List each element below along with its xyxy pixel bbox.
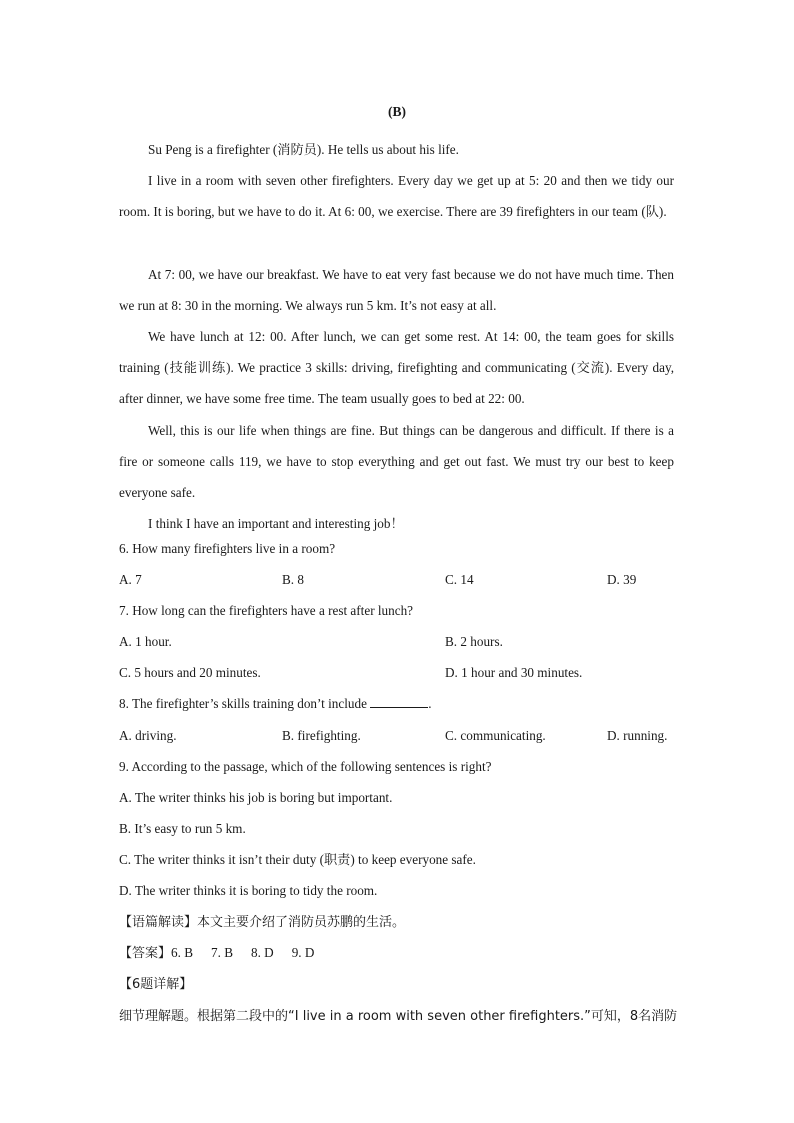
answer-label: 【答案】	[119, 946, 172, 961]
summary-label: 【语篇解读】	[119, 915, 198, 930]
detail-text-content: 细节理解题。根据第二段中的“I live in a room with seven other firefighters.”可知，8名消防	[119, 1009, 678, 1024]
option-b: B. 8	[282, 572, 304, 587]
answer-item: 8. D	[250, 945, 274, 960]
question-options	[119, 633, 679, 651]
section-title: (B)	[388, 104, 406, 119]
question-stem-text: 8. The firefighter’s skills training don’t include	[119, 696, 367, 711]
passage-paragraph: At 7: 00, we have our breakfast. We have to eat very fast because we do not have much time. Then we run at 8: 30 in the morning. We always run 5 km. It’s not easy at all.	[119, 267, 674, 313]
option-c: C. The writer thinks it isn’t their duty (职责) to keep everyone safe.	[119, 852, 476, 867]
question-options	[119, 571, 679, 589]
option-b: B. It’s easy to run 5 km.	[119, 821, 246, 836]
passage-paragraph: We have lunch at 12: 00. After lunch, we can get some rest. At 14: 00, the team goes for skills training (技能训练). We practice 3 skills: driving, firefighting and communicating (交流). Every day, after dinner, we have some free time. The team usually goes to bed at 22: 00.	[119, 329, 674, 406]
option-d: D. 39	[607, 572, 637, 587]
option-b: B. 2 hours.	[445, 634, 503, 649]
question-stem: 7. How long can the firefighters have a rest after lunch?	[119, 603, 414, 618]
detail-text	[119, 1007, 679, 1026]
option-d: D. 1 hour and 30 minutes.	[445, 665, 583, 680]
passage-paragraph: I think I have an important and interesting job！	[148, 516, 404, 531]
answer-line	[119, 944, 679, 963]
option-c: C. 14	[445, 572, 474, 587]
summary-line	[119, 913, 679, 932]
question-stem: 9. According to the passage, which of the following sentences is right?	[119, 759, 492, 774]
question-stem-end: .	[428, 696, 432, 711]
passage-paragraph: Well, this is our life when things are fine. But things can be dangerous and difficult. If there is a fire or someone calls 119, we have to stop everything and get out fast. We must try our best to keep everyone safe.	[119, 423, 674, 500]
question-stem	[119, 695, 679, 713]
option-c: C. communicating.	[445, 728, 546, 743]
answer-item: 7. B	[211, 945, 233, 960]
answer-item: 6. B	[171, 945, 193, 960]
passage-paragraph: Su Peng is a firefighter (消防员). He tells us about his life.	[148, 142, 459, 157]
summary-text: 本文主要介绍了消防员苏鹏的生活。	[197, 915, 406, 930]
option-a: A. driving.	[119, 728, 177, 743]
detail-label: 【6题详解】	[119, 977, 193, 992]
option-c: C. 5 hours and 20 minutes.	[119, 665, 261, 680]
option-a: A. 7	[119, 572, 142, 587]
option-b: B. firefighting.	[282, 728, 361, 743]
answer-blank	[370, 695, 428, 708]
question-options	[119, 727, 679, 745]
option-a: A. 1 hour.	[119, 634, 172, 649]
passage-paragraph: I live in a room with seven other firefighters. Every day we get up at 5: 20 and then we tidy our room. It is boring, but we have to do it. At 6: 00, we exercise. There are 39 firefighters in our team (队).	[119, 173, 674, 219]
question-options	[119, 664, 679, 682]
option-d: D. running.	[607, 728, 668, 743]
question-stem: 6. How many firefighters live in a room?	[119, 541, 336, 556]
option-a: A. The writer thinks his job is boring but important.	[119, 790, 393, 805]
detail-heading	[119, 975, 679, 994]
option-d: D. The writer thinks it is boring to tidy the room.	[119, 883, 378, 898]
answer-item: 9. D	[291, 945, 315, 960]
